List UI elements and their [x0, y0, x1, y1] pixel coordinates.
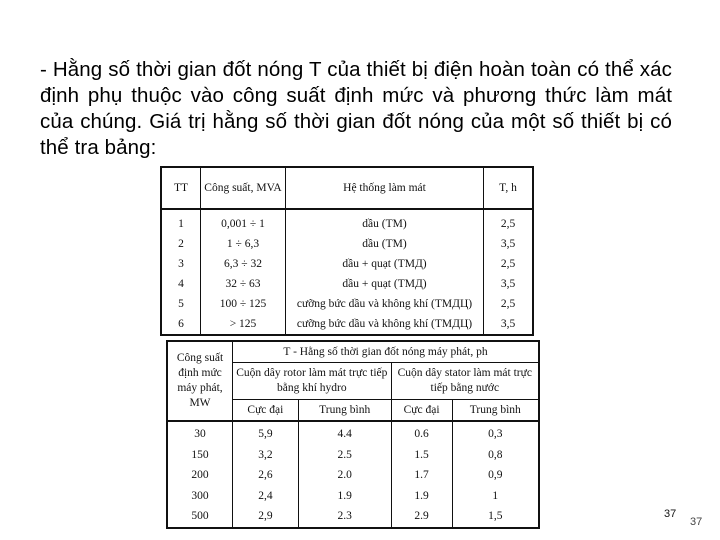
cell: 2,6 — [233, 465, 299, 486]
col-header-cooling: Hệ thống làm mát — [286, 167, 484, 209]
cell: 300 — [167, 486, 233, 507]
cell: 3,2 — [233, 445, 299, 466]
cell: 4 — [161, 274, 201, 294]
cell: 32 ÷ 63 — [201, 274, 286, 294]
cell: 0,001 ÷ 1 — [201, 209, 286, 234]
cell: 1 ÷ 6,3 — [201, 234, 286, 254]
cell: 2,5 — [500, 218, 516, 230]
cell: 200 — [167, 465, 233, 486]
cell: 2.3 — [298, 506, 391, 528]
col-header-stator-avg: Trung bình — [452, 400, 539, 422]
table-row — [161, 234, 533, 254]
cell: 3 — [161, 254, 201, 274]
table-row — [167, 421, 539, 445]
cell: 1 — [161, 209, 201, 234]
cell: 1.5 — [391, 445, 452, 466]
page-number-inner: 37 — [664, 508, 677, 520]
cell: 0,3 — [488, 428, 503, 441]
cell: 0.6 — [391, 421, 452, 445]
cell: 3,5 — [500, 318, 516, 330]
cell: 500 — [167, 506, 233, 528]
cell: 1.9 — [298, 486, 391, 507]
col-header-rotor: Cuộn dây rotor làm mát trực tiếp bằng khí hydro — [233, 363, 392, 400]
cell: 2.0 — [298, 465, 391, 486]
page-number-outer: 37 — [690, 516, 703, 528]
cell: 2.9 — [391, 506, 452, 528]
cell: 4.4 — [298, 421, 391, 445]
col-header-tt: TT — [161, 167, 201, 209]
table-row — [167, 465, 539, 486]
cell: 1.7 — [391, 465, 452, 486]
table-row — [167, 445, 539, 466]
cell: > 125 — [201, 314, 286, 335]
cell: 150 — [167, 445, 233, 466]
table-row — [161, 314, 533, 335]
col-header-rotor-avg: Trung bình — [298, 400, 391, 422]
table-row — [161, 254, 533, 274]
col-header-group: T - Hằng số thời gian đốt nóng máy phát, ph — [233, 341, 540, 363]
col-header-power: Công suất, MVA — [201, 167, 286, 209]
generator-time-constant-table — [166, 340, 540, 529]
cell: dầu + quạt (TMД) — [286, 254, 484, 274]
cell: dầu (TM) — [286, 209, 484, 234]
cell: 1 — [492, 489, 499, 502]
col-header-stator-max: Cực đại — [391, 400, 452, 422]
cell: 5 — [161, 294, 201, 314]
cell: 2 — [161, 234, 201, 254]
cell: 2,5 — [500, 298, 516, 310]
cell: 1.9 — [391, 486, 452, 507]
table-row — [161, 294, 533, 314]
cell: 2,5 — [500, 258, 516, 270]
cell: 100 ÷ 125 — [201, 294, 286, 314]
cell: 2,4 — [233, 486, 299, 507]
cell: 6 — [161, 314, 201, 335]
cell: 2.5 — [298, 445, 391, 466]
table-row — [167, 486, 539, 507]
cell: 5,9 — [233, 421, 299, 445]
cell: 3,5 — [500, 278, 516, 290]
cell: 0,9 — [488, 469, 503, 482]
table-row — [167, 506, 539, 528]
cell: dầu (TM) — [286, 234, 484, 254]
cell: cưỡng bức dầu và không khí (TMДЦ) — [286, 294, 484, 314]
cell: 30 — [167, 421, 233, 445]
cell: 1,5 — [488, 510, 503, 523]
table-row — [161, 209, 533, 234]
transformer-time-constant-table — [160, 166, 534, 336]
intro-paragraph: - Hằng số thời gian đốt nóng T của thiết bị điện hoàn toàn có thể xác định phụ thuộc vào công suất định mức và phương thức làm mát của chúng. Giá trị hằng số thời gian đốt nóng của một số thiết bị có thể tra bảng: — [40, 57, 672, 159]
col-header-stator: Cuộn dây stator làm mát trực tiếp bằng nước — [391, 363, 539, 400]
cell: 2,9 — [233, 506, 299, 528]
col-header-generator-power: Công suất định mức máy phát, MW — [167, 341, 233, 421]
table-row — [161, 274, 533, 294]
cell: 0,8 — [488, 448, 503, 461]
cell: cưỡng bức dầu và không khí (TMДЦ) — [286, 314, 484, 335]
cell: 6,3 ÷ 32 — [201, 254, 286, 274]
cell: dầu + quạt (TMД) — [286, 274, 484, 294]
col-header-rotor-max: Cực đại — [233, 400, 299, 422]
col-header-t: T, h — [484, 167, 534, 209]
cell: 3,5 — [500, 238, 516, 250]
